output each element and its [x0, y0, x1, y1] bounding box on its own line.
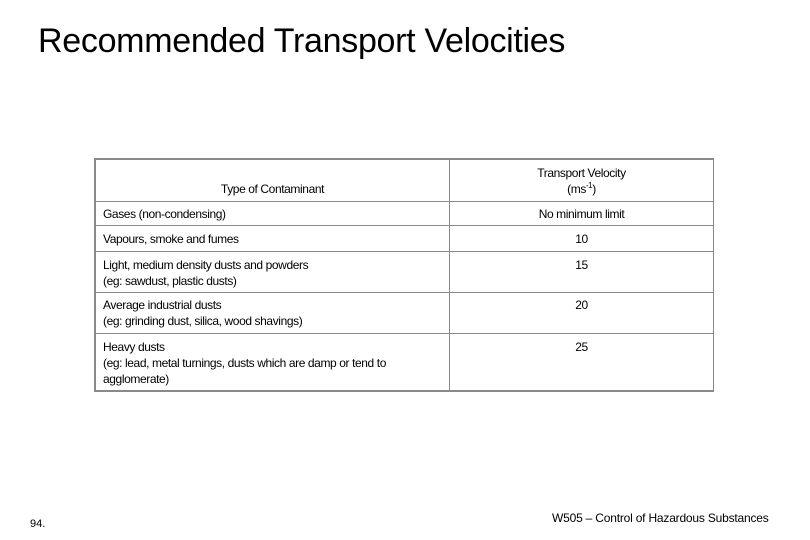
header-velocity-label: Transport Velocity: [537, 166, 626, 180]
contaminant-cell: Vapours, smoke and fumes: [96, 226, 450, 252]
table-row: [96, 334, 714, 391]
velocity-cell: 10: [450, 226, 714, 252]
page-title: Recommended Transport Velocities: [38, 22, 566, 60]
velocity-cell: 20: [450, 293, 714, 334]
table-row: [96, 293, 714, 334]
table-row: [96, 226, 714, 252]
velocity-cell: 25: [450, 334, 714, 391]
contaminant-cell: Gases (non-condensing): [96, 202, 450, 226]
transport-velocity-table: [94, 158, 714, 392]
table-row: [96, 252, 714, 293]
page-number: 94.: [30, 518, 46, 530]
contaminant-cell: Average industrial dusts (eg: grinding dust, silica, wood shavings): [96, 293, 450, 334]
velocity-cell: No minimum limit: [450, 202, 714, 226]
header-transport-velocity: [450, 160, 714, 202]
contaminant-cell: Heavy dusts (eg: lead, metal turnings, dusts which are damp or tend to agglomerate): [96, 334, 450, 391]
table-header-row: [96, 160, 714, 202]
velocity-cell: 15: [450, 252, 714, 293]
header-type-of-contaminant: Type of Contaminant: [96, 160, 450, 202]
contaminant-cell: Light, medium density dusts and powders (eg: sawdust, plastic dusts): [96, 252, 450, 293]
footer-course-title: W505 – Control of Hazardous Substances: [552, 511, 769, 525]
header-velocity-unit: $(ms^{-1})$: [567, 181, 596, 196]
table-row: [96, 202, 714, 226]
